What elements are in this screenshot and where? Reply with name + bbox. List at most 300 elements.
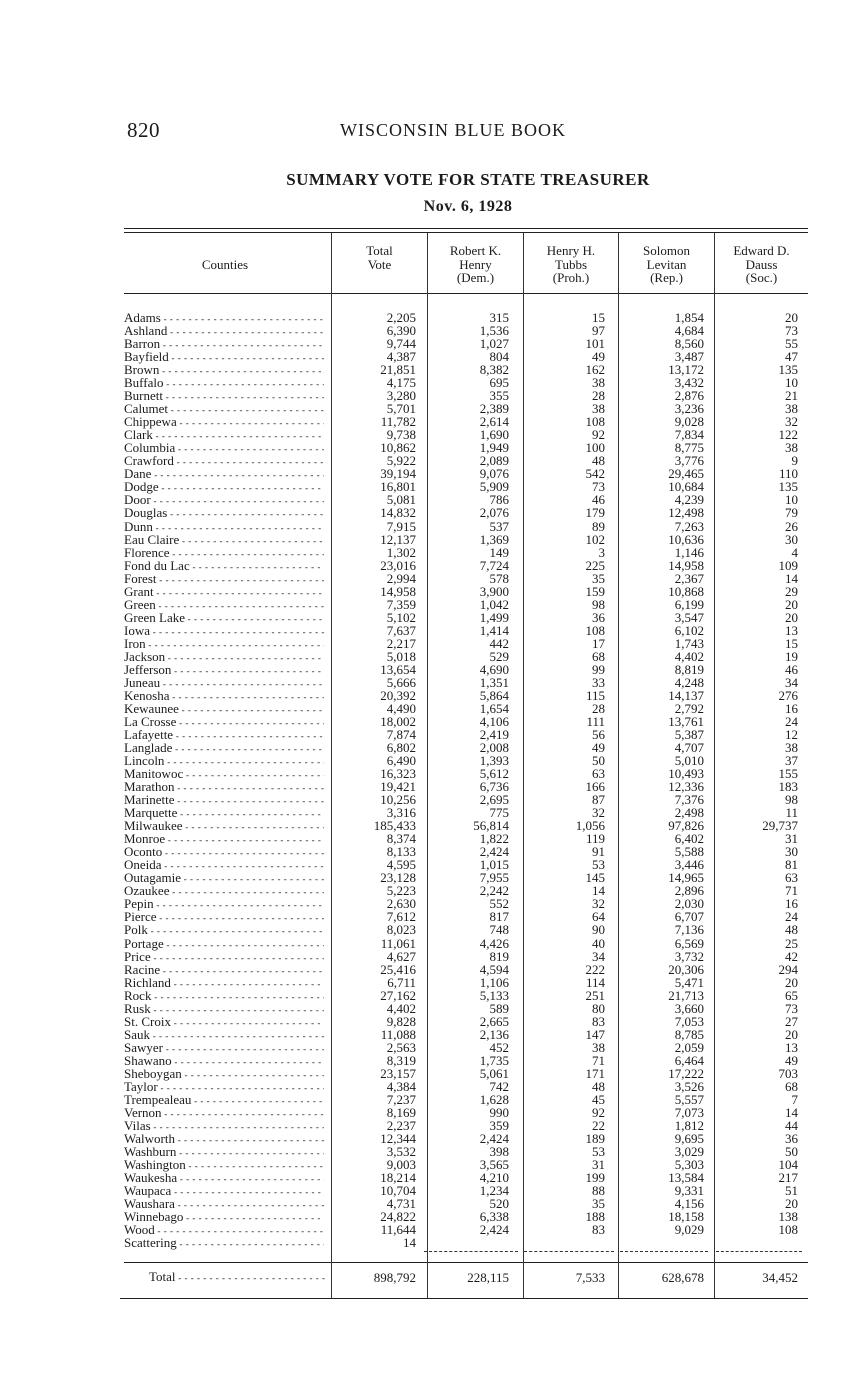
henry-vote: 742	[489, 1078, 509, 1094]
levitan-vote: 1,854	[674, 310, 704, 325]
table-row	[0, 780, 859, 793]
total-vote: 8,169	[386, 1104, 416, 1120]
henry-vote: 1,735	[479, 1052, 509, 1068]
dauss-vote: 38	[785, 440, 798, 456]
tubbs-vote: 222	[585, 961, 605, 977]
total-vote: 11,061	[380, 935, 416, 951]
dauss-vote: 68	[785, 1078, 798, 1094]
henry-vote: 2,665	[479, 1013, 509, 1029]
total-vote: 12,344	[380, 1130, 416, 1146]
dauss-vote: 44	[785, 1117, 798, 1133]
table-row	[0, 1015, 859, 1028]
table-row	[0, 989, 859, 1002]
table-row	[0, 1197, 859, 1210]
total-vote: 5,701	[386, 401, 416, 417]
county-name: Lincoln - - -	[124, 754, 324, 769]
levitan-vote: 3,732	[674, 948, 704, 964]
table-row	[0, 897, 859, 910]
county-name: Eau Claire - - -	[124, 533, 324, 548]
levitan-vote: 2,059	[674, 1039, 704, 1055]
henry-vote: 4,106	[479, 713, 509, 729]
total-vote: 2,563	[386, 1039, 416, 1055]
county-name: Trempealeau - - -	[124, 1093, 324, 1108]
county-name: Iron - - -	[124, 637, 324, 652]
henry-vote: 2,089	[479, 453, 509, 469]
total-vote: 23,157	[380, 1065, 416, 1081]
dauss-vote: 50	[785, 1144, 798, 1159]
tubbs-vote: 38	[592, 1039, 605, 1055]
table-row	[0, 428, 859, 441]
levitan-vote: 3,029	[674, 1144, 704, 1159]
dauss-vote: 122	[778, 427, 798, 443]
tubbs-vote: 91	[592, 844, 605, 860]
county-name: Walworth - - -	[124, 1132, 324, 1147]
total-vote: 11,088	[380, 1026, 416, 1042]
county-name: La Crosse - - -	[124, 715, 324, 730]
tubbs-vote: 38	[592, 375, 605, 391]
tubbs-vote: 68	[592, 648, 605, 664]
dauss-sum: 34,452	[762, 1270, 798, 1285]
county-name: Fond du Lac - - -	[124, 559, 324, 574]
levitan-vote: 8,819	[674, 661, 704, 677]
tubbs-vote: 22	[592, 1117, 605, 1133]
henry-vote: 2,076	[479, 505, 509, 521]
county-name: Marquette - - -	[124, 806, 324, 821]
dauss-vote: 30	[785, 531, 798, 547]
tubbs-vote: 98	[592, 596, 605, 612]
levitan-sum: 628,678	[661, 1270, 704, 1285]
county-name: Outagamie - - -	[124, 871, 324, 886]
table-row	[0, 950, 859, 963]
dauss-vote: 30	[785, 844, 798, 860]
total-vote: 2,205	[386, 310, 416, 325]
county-name: Douglas - - -	[124, 506, 324, 521]
header-rule	[124, 293, 808, 294]
henry-vote: 748	[489, 922, 509, 938]
henry-vote: 817	[489, 909, 509, 925]
henry-vote: 4,594	[479, 961, 509, 977]
table-row	[0, 506, 859, 519]
levitan-vote: 6,199	[674, 596, 704, 612]
levitan-vote: 4,684	[674, 323, 704, 339]
table-row	[0, 363, 859, 376]
tubbs-vote: 48	[592, 1078, 605, 1094]
total-vote: 4,402	[386, 1000, 416, 1016]
tubbs-vote: 28	[592, 388, 605, 404]
tubbs-vote: 31	[592, 1157, 605, 1173]
henry-vote: 695	[489, 375, 509, 391]
levitan-vote: 5,588	[674, 844, 704, 860]
table-row	[0, 1210, 859, 1223]
table-row	[0, 350, 859, 363]
henry-vote: 1,015	[479, 857, 509, 873]
county-name: Vernon - - -	[124, 1106, 324, 1121]
tubbs-vote: 73	[592, 479, 605, 495]
henry-vote: 1,628	[479, 1091, 509, 1107]
county-name: Kewaunee - - -	[124, 702, 324, 717]
table-row	[0, 454, 859, 467]
levitan-vote: 21,713	[668, 987, 704, 1003]
total-vote: 9,738	[386, 427, 416, 443]
county-name: Dodge - - -	[124, 480, 324, 495]
tubbs-vote: 88	[592, 1183, 605, 1199]
levitan-vote: 4,239	[674, 492, 704, 508]
total-vote: 16,801	[380, 479, 416, 495]
table-row	[0, 754, 859, 767]
levitan-vote: 3,547	[674, 609, 704, 625]
table-row	[0, 923, 859, 936]
levitan-vote: 6,707	[674, 909, 704, 925]
total-vote: 11,644	[380, 1222, 416, 1238]
county-name: Price - - -	[124, 950, 324, 965]
dauss-vote: 10	[785, 375, 798, 391]
dauss-vote: 73	[785, 1000, 798, 1016]
dauss-vote: 51	[785, 1183, 798, 1199]
dauss-vote: 13	[785, 1039, 798, 1055]
tubbs-vote: 1,056	[575, 818, 605, 834]
bottom-rule	[120, 1298, 808, 1299]
dauss-vote: 65	[785, 987, 798, 1003]
table-row	[0, 806, 859, 819]
county-name: Buffalo - - -	[124, 376, 324, 391]
table-row	[0, 702, 859, 715]
henry-vote: 2,389	[479, 401, 509, 417]
table-row	[0, 793, 859, 806]
table-row	[0, 963, 859, 976]
table-row	[0, 715, 859, 728]
henry-vote: 589	[489, 1000, 509, 1016]
total-vote: 27,162	[380, 987, 416, 1003]
county-name: Milwaukee - - -	[124, 819, 324, 834]
henry-vote: 529	[489, 648, 509, 664]
dauss-vote: 25	[785, 935, 798, 951]
levitan-vote: 2,367	[674, 570, 704, 586]
levitan-vote: 9,695	[674, 1130, 704, 1146]
henry-vote: 2,424	[479, 1222, 509, 1238]
levitan-vote: 13,172	[668, 362, 704, 378]
table-row	[0, 311, 859, 324]
dauss-vote: 14	[785, 1104, 798, 1120]
levitan-vote: 3,660	[674, 1000, 704, 1016]
henry-header: Robert K. Henry (Dem.)	[449, 243, 502, 285]
total-vote: 5,666	[386, 674, 416, 690]
dauss-vote: 104	[778, 1157, 798, 1173]
table-row	[0, 663, 859, 676]
total-rule	[124, 1262, 808, 1263]
table-row	[0, 1106, 859, 1119]
county-name: Dunn - - -	[124, 520, 324, 535]
levitan-vote: 3,446	[674, 857, 704, 873]
tubbs-vote: 119	[585, 831, 605, 847]
dauss-vote: 79	[785, 505, 798, 521]
tubbs-vote: 53	[592, 1144, 605, 1159]
dauss-vote: 7	[791, 1091, 798, 1107]
henry-vote: 315	[489, 310, 509, 325]
table-row	[0, 741, 859, 754]
henry-vote: 1,234	[479, 1183, 509, 1199]
dauss-vote: 20	[785, 1026, 798, 1042]
tubbs-vote: 45	[592, 1091, 605, 1107]
levitan-vote: 10,868	[668, 583, 704, 599]
tubbs-vote: 48	[592, 453, 605, 469]
henry-vote: 5,061	[479, 1065, 509, 1081]
levitan-vote: 2,792	[674, 700, 704, 716]
levitan-vote: 12,498	[668, 505, 704, 521]
tubbs-vote: 179	[585, 505, 605, 521]
levitan-vote: 7,834	[674, 427, 704, 443]
henry-vote: 775	[489, 805, 509, 821]
dauss-vote: 48	[785, 922, 798, 938]
county-name: Waupaca - - -	[124, 1184, 324, 1199]
county-name: Lafayette - - -	[124, 728, 324, 743]
levitan-vote: 4,402	[674, 648, 704, 664]
total-vote: 7,612	[386, 909, 416, 925]
levitan-vote: 13,584	[668, 1170, 704, 1186]
total-vote: 2,237	[386, 1117, 416, 1133]
total-vote: 8,319	[386, 1052, 416, 1068]
dauss-vote: 155	[778, 766, 798, 782]
tubbs-vote: 114	[585, 974, 605, 990]
total-vote: 7,874	[386, 727, 416, 742]
henry-vote: 3,565	[479, 1157, 509, 1173]
total-vote: 23,016	[380, 557, 416, 573]
henry-vote: 4,210	[479, 1170, 509, 1186]
henry-vote: 9,076	[479, 466, 509, 482]
tubbs-vote: 80	[592, 1000, 605, 1016]
total-vote: 2,994	[386, 570, 416, 586]
dauss-vote: 20	[785, 596, 798, 612]
henry-vote: 1,351	[479, 674, 509, 690]
levitan-vote: 7,073	[674, 1104, 704, 1120]
tubbs-vote: 14	[592, 883, 605, 899]
county-name: Grant - - -	[124, 585, 324, 600]
henry-vote: 1,027	[479, 336, 509, 352]
total-vote-header: Total Vote	[366, 243, 393, 272]
county-name: Florence - - -	[124, 546, 324, 561]
total-vote: 19,421	[380, 779, 416, 795]
county-name: Brown - - -	[124, 363, 324, 378]
henry-vote: 819	[489, 948, 509, 964]
county-name: Jackson - - -	[124, 650, 324, 665]
dauss-vote: 135	[778, 479, 798, 495]
county-name: Green Lake - - -	[124, 611, 324, 626]
county-name: Clark - - -	[124, 428, 324, 443]
total-vote: 8,023	[386, 922, 416, 938]
table-row	[0, 767, 859, 780]
total-vote: 4,595	[386, 857, 416, 873]
henry-vote: 1,393	[479, 753, 509, 769]
county-name: Barron - - -	[124, 337, 324, 352]
county-name: Bayfield - - -	[124, 350, 324, 365]
dauss-vote: 183	[778, 779, 798, 795]
tubbs-vote: 28	[592, 700, 605, 716]
total-vote: 4,387	[386, 349, 416, 365]
dauss-vote: 38	[785, 401, 798, 417]
levitan-vote: 17,222	[668, 1065, 704, 1081]
dauss-vote: 20	[785, 974, 798, 990]
levitan-vote: 6,569	[674, 935, 704, 951]
table-row	[0, 689, 859, 702]
table-row	[0, 884, 859, 897]
total-vote: 13,654	[380, 661, 416, 677]
table-row	[0, 415, 859, 428]
table-row	[0, 1145, 859, 1158]
levitan-vote: 9,029	[674, 1222, 704, 1238]
total-vote: 4,384	[386, 1078, 416, 1094]
total-vote: 21,851	[380, 362, 416, 378]
levitan-vote: 3,487	[674, 349, 704, 365]
total-vote: 8,133	[386, 844, 416, 860]
county-name: Marinette - - -	[124, 793, 324, 808]
county-name: Washington - - -	[124, 1158, 324, 1173]
total-vote: 7,359	[386, 596, 416, 612]
table-row	[0, 937, 859, 950]
table-row	[0, 493, 859, 506]
levitan-vote: 4,248	[674, 674, 704, 690]
tubbs-vote: 90	[592, 922, 605, 938]
county-name: Juneau - - -	[124, 676, 324, 691]
tubbs-vote: 145	[585, 870, 605, 886]
dauss-vote: 24	[785, 713, 798, 729]
county-name: Door - - -	[124, 493, 324, 508]
dauss-vote: 294	[778, 961, 798, 977]
total-vote: 185,433	[373, 818, 416, 834]
levitan-header: Solomon Levitan (Rep.)	[643, 243, 690, 285]
tubbs-vote: 166	[585, 779, 605, 795]
dauss-vote: 110	[778, 466, 798, 482]
total-vote: 3,532	[386, 1144, 416, 1159]
total-vote: 16,323	[380, 766, 416, 782]
total-vote: 9,828	[386, 1013, 416, 1029]
dauss-vote: 38	[785, 740, 798, 756]
total-vote: 12,137	[380, 531, 416, 547]
total-vote: 5,102	[386, 609, 416, 625]
county-name: Scattering - - -	[124, 1236, 324, 1251]
dauss-vote: 63	[785, 870, 798, 886]
levitan-vote: 1,146	[674, 544, 704, 560]
levitan-vote: 14,137	[668, 687, 704, 703]
county-name: Portage - - -	[124, 937, 324, 952]
levitan-vote: 14,958	[668, 557, 704, 573]
total-vote: 6,490	[386, 753, 416, 769]
dauss-vote: 27	[785, 1013, 798, 1029]
henry-vote: 5,612	[479, 766, 509, 782]
table-row	[0, 376, 859, 389]
tubbs-vote: 3	[598, 544, 605, 560]
tubbs-vote: 108	[585, 622, 605, 638]
henry-vote: 7,724	[479, 557, 509, 573]
table-row	[0, 324, 859, 337]
table-row	[0, 480, 859, 493]
levitan-vote: 10,684	[668, 479, 704, 495]
tubbs-vote: 49	[592, 740, 605, 756]
county-name: Oneida - - -	[124, 858, 324, 873]
table-row	[0, 676, 859, 689]
dauss-vote: 36	[785, 1130, 798, 1146]
dauss-vote: 16	[785, 700, 798, 716]
table-row	[0, 467, 859, 480]
tubbs-vote: 49	[592, 349, 605, 365]
table-row	[0, 624, 859, 637]
total-vote: 4,627	[386, 948, 416, 964]
tubbs-vote: 542	[585, 466, 605, 482]
henry-vote: 1,654	[479, 700, 509, 716]
total-vote: 3,316	[386, 805, 416, 821]
table-row	[0, 1028, 859, 1041]
dauss-vote: 37	[785, 753, 798, 769]
county-name: Dane - - -	[124, 467, 324, 482]
table-row	[0, 976, 859, 989]
tubbs-vote: 251	[585, 987, 605, 1003]
total-vote: 7,237	[386, 1091, 416, 1107]
henry-vote: 2,614	[479, 414, 509, 430]
henry-vote: 1,536	[479, 323, 509, 339]
henry-vote: 5,864	[479, 687, 509, 703]
county-name: Sauk - - -	[124, 1028, 324, 1043]
table-row	[0, 650, 859, 663]
henry-vote: 5,909	[479, 479, 509, 495]
levitan-vote: 6,402	[674, 831, 704, 847]
henry-vote: 2,424	[479, 844, 509, 860]
dauss-vote: 34	[785, 674, 798, 690]
tubbs-vote: 33	[592, 674, 605, 690]
dauss-vote: 29,737	[762, 818, 798, 834]
tubbs-vote: 189	[585, 1130, 605, 1146]
henry-vote: 1,949	[479, 440, 509, 456]
tubbs-vote: 101	[585, 336, 605, 352]
dauss-vote: 26	[785, 518, 798, 534]
levitan-vote: 9,028	[674, 414, 704, 430]
henry-vote: 359	[489, 1117, 509, 1133]
total-vote: 3,280	[386, 388, 416, 404]
henry-vote: 4,426	[479, 935, 509, 951]
total-vote: 10,256	[380, 792, 416, 808]
election-date: Nov. 6, 1928	[423, 198, 513, 215]
table-row	[0, 611, 859, 624]
table-row	[0, 533, 859, 546]
county-name: Pierce - - -	[124, 910, 324, 925]
henry-vote: 578	[489, 570, 509, 586]
levitan-vote: 1,743	[674, 635, 704, 651]
tubbs-vote: 83	[592, 1013, 605, 1029]
dauss-vote: 81	[785, 857, 798, 873]
table-row	[0, 1041, 859, 1054]
county-name: Rock - - -	[124, 989, 324, 1004]
tubbs-vote: 40	[592, 935, 605, 951]
total-vote: 14	[403, 1235, 416, 1251]
county-name: Kenosha - - -	[124, 689, 324, 704]
dauss-header: Edward D. Dauss (Soc.)	[733, 243, 790, 285]
levitan-vote: 2,876	[674, 388, 704, 404]
henry-vote: 1,106	[479, 974, 509, 990]
levitan-vote: 3,432	[674, 375, 704, 391]
dauss-vote: 20	[785, 609, 798, 625]
tubbs-vote: 108	[585, 414, 605, 430]
henry-vote: 552	[489, 896, 509, 912]
tubbs-sum: 7,533	[575, 1270, 605, 1285]
county-name: Forest - - -	[124, 572, 324, 587]
henry-vote: 786	[489, 492, 509, 508]
total-vote: 39,194	[380, 466, 416, 482]
henry-vote: 537	[489, 518, 509, 534]
county-name: Waushara - - -	[124, 1197, 324, 1212]
dauss-vote: 276	[778, 687, 798, 703]
dauss-vote: 11	[785, 805, 798, 821]
tubbs-vote: 99	[592, 661, 605, 677]
table-row	[0, 559, 859, 572]
levitan-vote: 5,471	[674, 974, 704, 990]
table-row	[0, 1132, 859, 1145]
